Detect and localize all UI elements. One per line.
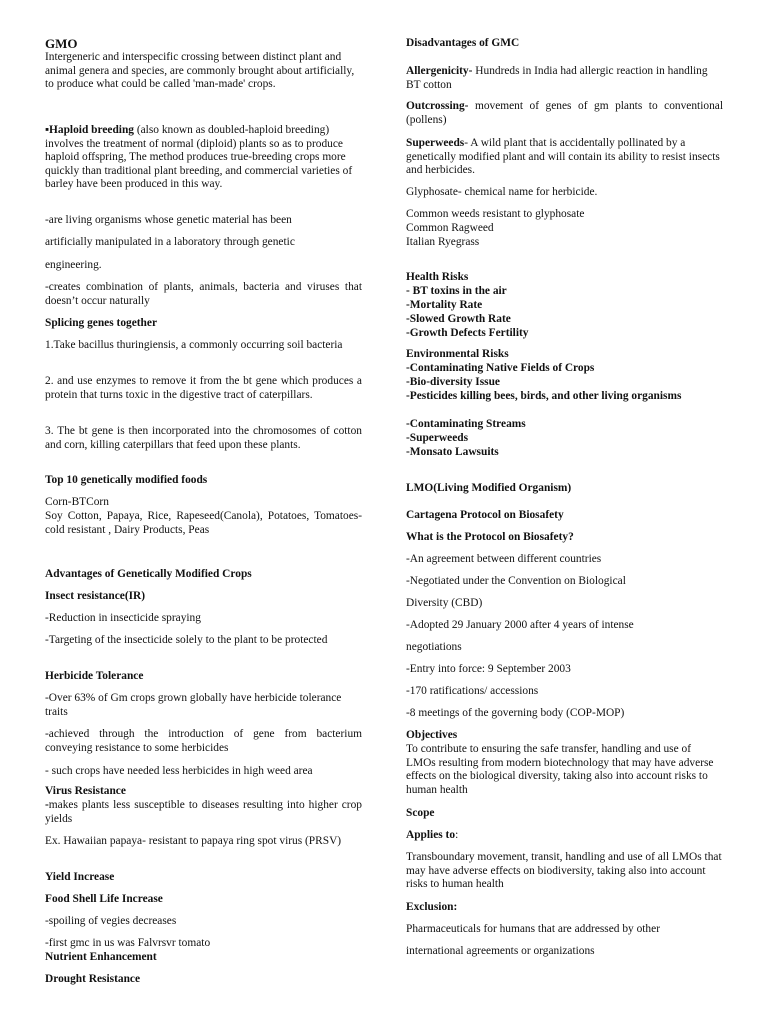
- ir-item-1: -Reduction in insecticide spraying: [45, 612, 201, 624]
- vr-item-1: [45, 799, 362, 826]
- splicing-step-3: 3. The bt gene is then incorporated into the chromosomes of cotton and corn, killing caterpillars that feed upon these plants.: [45, 425, 362, 451]
- scope-heading: Scope: [406, 807, 435, 819]
- applies-to-term: Applies to: [406, 829, 456, 841]
- weeds-line-1: Common weeds resistant to glyphosate: [406, 208, 585, 220]
- outcrossing-item: [406, 100, 723, 127]
- creates-combination: -creates combination of plants, animals, bacteria and viruses that doesn’t occur naturally: [45, 281, 362, 307]
- env-risk-item: -Monsato Lawsuits: [406, 446, 499, 458]
- ir-item-2: -Targeting of the insecticide solely to the plant to be protected: [45, 634, 328, 646]
- env-risk-item: -Pesticides killing bees, birds, and other living organisms: [406, 390, 682, 402]
- top10-heading: Top 10 genetically modified foods: [45, 474, 208, 486]
- disadvantages-heading: Disadvantages of GMC: [406, 37, 520, 49]
- vr-item-1-text: makes plants less susceptible to diseases resulting into higher crop yields: [45, 799, 362, 825]
- fs-item-1: -spoiling of vegies decreases: [45, 915, 177, 927]
- vr-dash: -: [45, 799, 49, 811]
- protocol-item: Diversity (CBD): [406, 597, 483, 609]
- weeds-line-2: Common Ragweed: [406, 222, 494, 234]
- protocol-item: -Negotiated under the Convention on Biological: [406, 575, 626, 587]
- advantages-heading: Advantages of Genetically Modified Crops: [45, 568, 252, 580]
- exclusion-line-1: Pharmaceuticals for humans that are addressed by other: [406, 923, 660, 935]
- gmo-intro: Intergeneric and interspecific crossing between distinct plant and animal genera and species, are commonly brought about artificially, to produce what could be called 'man-made' crops.: [45, 51, 355, 91]
- yield-increase-heading: Yield Increase: [45, 871, 115, 883]
- living-line-3: engineering.: [45, 259, 102, 271]
- lmo-heading: LMO(Living Modified Organism): [406, 482, 572, 494]
- nutrient-enhancement-heading: Nutrient Enhancement: [45, 951, 157, 963]
- protocol-item: -Entry into force: 9 September 2003: [406, 663, 571, 675]
- top10-line-2: Soy Cotton, Papaya, Rice, Rapeseed(Canola), Potatoes, Tomatoes-cold resistant , Dairy Products, Peas: [45, 510, 362, 536]
- health-risks-heading: Health Risks: [406, 271, 469, 283]
- splicing-step-1: 1.Take bacillus thuringiensis, a commonly occurring soil bacteria: [45, 339, 343, 351]
- allergenicity-text: Hundreds in India had allergic reaction in handling BT cotton: [406, 65, 708, 91]
- haploid-paragraph: [45, 124, 362, 192]
- living-line-2: artificially manipulated in a laboratory through genetic: [45, 236, 295, 248]
- living-line-1: -are living organisms whose genetic material has been: [45, 214, 292, 226]
- ht-item-2: -achieved through the introduction of gene from bacterium conveying resistance to some herbicides: [45, 728, 362, 754]
- protocol-item: -Adopted 29 January 2000 after 4 years of intense: [406, 619, 634, 631]
- ht-item-3: - such crops have needed less herbicides in high weed area: [45, 765, 313, 777]
- haploid-text: (also known as doubled-haploid breeding) involves the treatment of normal (diploid) plants so as to produce haploid offspring, The method produces true-breeding crops more quickly than traditional plant breeding, and commercial varieties of barley have been produced in this way.: [45, 124, 353, 191]
- glyphosate-line: Glyphosate- chemical name for herbicide.: [406, 186, 598, 198]
- page-title: GMO: [45, 36, 78, 51]
- top10-line-1: Corn-BTCorn: [45, 496, 109, 508]
- herbicide-tolerance-heading: Herbicide Tolerance: [45, 670, 144, 682]
- health-risk-item: -Growth Defects Fertility: [406, 327, 529, 339]
- bullet-icon: ▪: [45, 124, 50, 136]
- env-risk-item: -Superweeds: [406, 432, 469, 444]
- objectives-heading: Objectives: [406, 729, 458, 741]
- vr-item-2: Ex. Hawaiian papaya- resistant to papaya ring spot virus (PRSV): [45, 835, 342, 847]
- applies-to-line: [406, 829, 723, 843]
- allergenicity-term: Allergenicity-: [406, 65, 473, 77]
- exclusion-line-2: international agreements or organizations: [406, 945, 595, 957]
- outcrossing-term: Outcrossing-: [406, 100, 469, 112]
- fs-item-2: -first gmc in us was Falvrsvr tomato: [45, 937, 211, 949]
- ht-item-1: -Over 63% of Gm crops grown globally have herbicide tolerance traits: [45, 692, 342, 718]
- splicing-heading: Splicing genes together: [45, 317, 157, 329]
- superweeds-text: - A wild plant that is accidentally pollinated by a genetically modified plant and will contain its ability to resist insects and herbicides.: [406, 137, 720, 177]
- superweeds-item: [406, 137, 723, 178]
- insect-resistance-heading: Insect resistance(IR): [45, 590, 146, 602]
- exclusion-heading: Exclusion:: [406, 901, 458, 913]
- outcrossing-text: movement of genes of gm plants to conventional (pollens): [406, 100, 723, 126]
- env-risk-item: -Contaminating Streams: [406, 418, 526, 430]
- protocol-item: negotiations: [406, 641, 462, 653]
- environmental-risks-heading: Environmental Risks: [406, 348, 509, 360]
- protocol-item: -170 ratifications/ accessions: [406, 685, 539, 697]
- env-risk-item: -Contaminating Native Fields of Crops: [406, 362, 595, 374]
- health-risk-item: -Mortality Rate: [406, 299, 483, 311]
- cartagena-heading: Cartagena Protocol on Biosafety: [406, 509, 564, 521]
- protocol-question-heading: What is the Protocol on Biosafety?: [406, 531, 574, 543]
- applies-to-colon: :: [455, 829, 459, 841]
- weeds-line-3: Italian Ryegrass: [406, 236, 480, 248]
- health-risk-item: -Slowed Growth Rate: [406, 313, 511, 325]
- allergenicity-item: [406, 65, 723, 92]
- shelf-life-heading: Food Shell Life Increase: [45, 893, 163, 905]
- protocol-item: -An agreement between different countries: [406, 553, 602, 565]
- superweeds-term: Superweeds: [406, 137, 465, 149]
- splicing-step-2: 2. and use enzymes to remove it from the bt gene which produces a protein that turns toxic in the digestive tract of caterpillars.: [45, 375, 362, 401]
- drought-resistance-heading: Drought Resistance: [45, 973, 141, 985]
- objectives-text: To contribute to ensuring the safe transfer, handling and use of LMOs resulting from modern biotechnology that may have adverse effects on the biological diversity, taking also into account risks to human health: [406, 743, 714, 796]
- haploid-term: Haploid breeding: [49, 124, 134, 136]
- transboundary-text: Transboundary movement, transit, handling and use of all LMOs that may have adverse effects on biodiversity, taking also into account risks to human health: [406, 851, 722, 891]
- virus-resistance-heading: Virus Resistance: [45, 785, 126, 797]
- env-risk-item: -Bio-diversity Issue: [406, 376, 500, 388]
- health-risk-item: - BT toxins in the air: [406, 285, 507, 297]
- protocol-item: -8 meetings of the governing body (COP-MOP): [406, 707, 625, 719]
